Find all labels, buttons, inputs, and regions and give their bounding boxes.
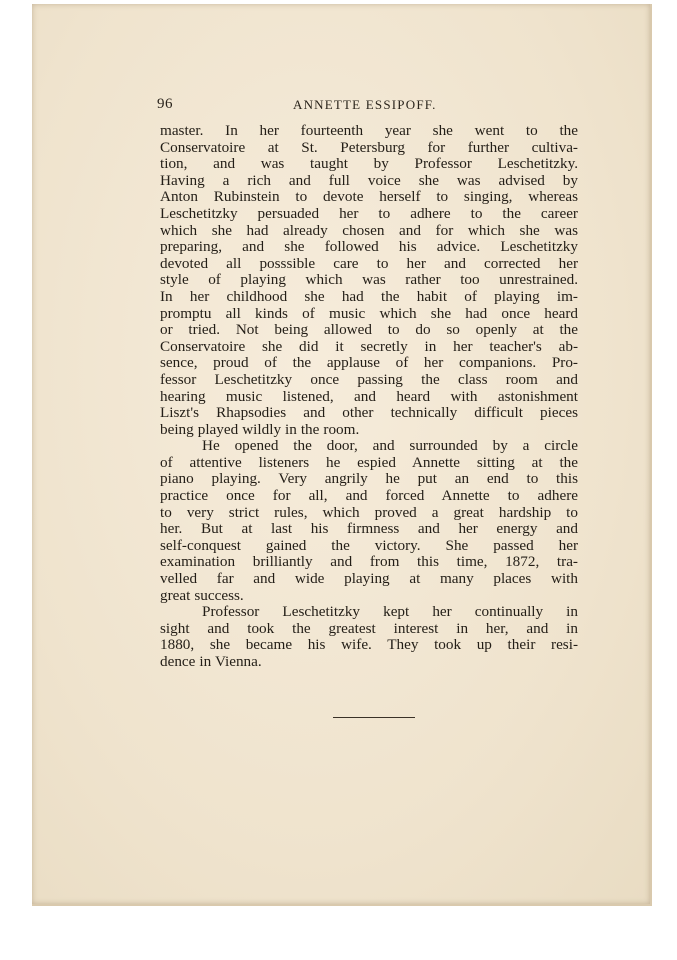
text-line: her. But at last his firmness and her energy and	[160, 520, 578, 538]
text-line: of attentive listeners he espied Annette sitting at the	[160, 453, 578, 471]
text-line: In her childhood she had the habit of playing im-	[160, 287, 578, 305]
text-line: Conservatoire at St. Petersburg for further cultiva-	[160, 138, 578, 156]
text-line: examination brilliantly and from this time, 1872, tra-	[160, 553, 578, 571]
section-divider-rule	[333, 717, 415, 718]
text-line: style of playing which was rather too unrestrained.	[160, 271, 578, 289]
text-line: Conservatoire she did it secretly in her teacher's ab-	[160, 337, 578, 355]
text-line: velled far and wide playing at many places with	[160, 570, 578, 588]
text-line: master. In her fourteenth year she went to the	[160, 122, 578, 139]
text-line: sence, proud of the applause of her companions. Pro-	[160, 354, 578, 372]
paragraph-2	[160, 438, 578, 604]
text-line: piano playing. Very angrily he put an end to this	[160, 470, 578, 488]
text-line: which she had already chosen and for which she was	[160, 221, 578, 239]
text-line: self-conquest gained the victory. She passed her	[160, 536, 578, 554]
text-line: preparing, and she followed his advice. Leschetitzky	[160, 238, 578, 256]
text-line: fessor Leschetitzky once passing the class room and	[160, 370, 578, 388]
text-line: dence in Vienna.	[160, 653, 262, 670]
text-line: being played wildly in the room.	[160, 420, 360, 438]
text-line: hearing music listened, and heard with astonishment	[160, 387, 578, 405]
text-line: Having a rich and full voice she was advised by	[160, 171, 578, 189]
text-line: tion, and was taught by Professor Leschetitzky.	[160, 155, 578, 173]
page-number: 96	[157, 96, 173, 112]
text-line: He opened the door, and surrounded by a circle	[202, 437, 578, 455]
text-line: Professor Leschetitzky kept her continually in	[202, 603, 578, 621]
text-line: great success.	[160, 586, 244, 604]
text-line: Anton Rubinstein to devote herself to singing, whereas	[160, 188, 578, 206]
text-line: 1880, she became his wife. They took up their resi-	[160, 636, 578, 654]
text-line: or tried. Not being allowed to do so openly at the	[160, 321, 578, 339]
text-line: Liszt's Rhapsodies and other technically difficult pieces	[160, 404, 578, 422]
paragraph-3	[160, 604, 578, 670]
text-line: Leschetitzky persuaded her to adhere to the career	[160, 204, 578, 222]
text-line: to very strict rules, which proved a great hardship to	[160, 503, 578, 521]
body-text	[160, 123, 578, 671]
text-line: promptu all kinds of music which she had once heard	[160, 304, 578, 322]
page-header	[157, 96, 581, 118]
text-line: sight and took the greatest interest in her, and in	[160, 619, 578, 637]
running-head: ANNETTE ESSIPOFF.	[293, 97, 437, 112]
paragraph-1	[160, 123, 578, 438]
text-line: devoted all posssible care to her and corrected her	[160, 254, 578, 272]
text-line: practice once for all, and forced Annette to adhere	[160, 487, 578, 505]
